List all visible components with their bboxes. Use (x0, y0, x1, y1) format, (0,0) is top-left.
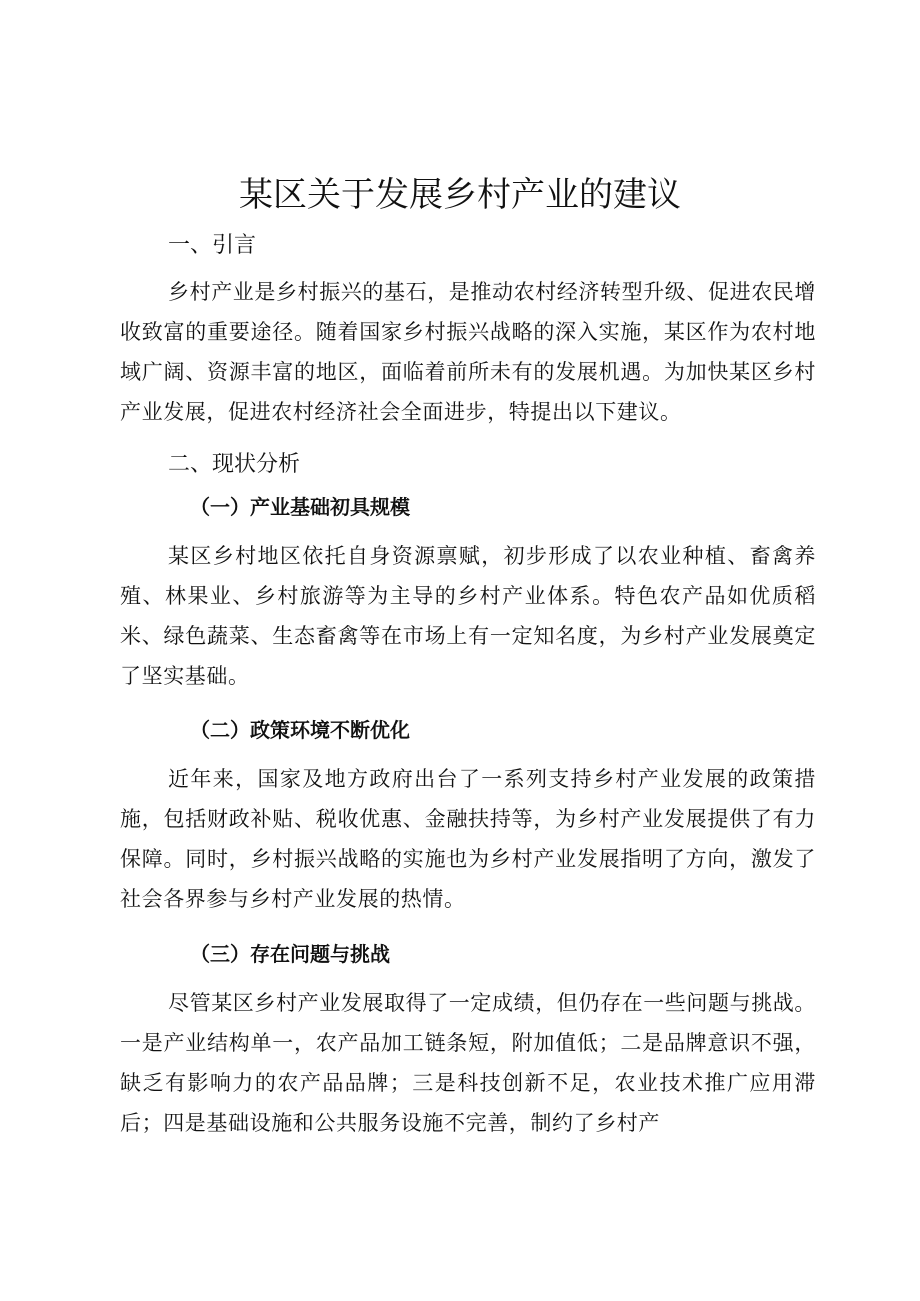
section-heading-introduction: 一、引言 (168, 233, 257, 258)
subsection-heading-problems-challenges: （三）存在问题与挑战 (190, 942, 390, 966)
subsection-heading-industry-foundation: （一）产业基础初具规模 (190, 495, 410, 519)
paragraph-introduction: 乡村产业是乡村振兴的基石，是推动农村经济转型升级、促进农民增收致富的重要途径。随着国家乡村振兴战略的深入实施，某区作为农村地域广阔、资源丰富的地区，面临着前所未有的发展机遇。为加快某区乡村产业发展，促进农村经济社会全面进步，特提出以下建议。 (120, 280, 816, 424)
paragraph-problems-challenges: 尽管某区乡村产业发展取得了一定成绩，但仍存在一些问题与挑战。一是产业结构单一，农产品加工链条短，附加值低；二是品牌意识不强，缺乏有影响力的农产品品牌；三是科技创新不足，农业技术推广应用滞后；四是基础设施和公共服务设施不完善，制约了乡村产 (120, 991, 816, 1135)
document-title: 某区关于发展乡村产业的建议 (239, 175, 681, 215)
subsection-heading-policy-environment: （二）政策环境不断优化 (190, 718, 410, 742)
section-heading-status-analysis: 二、现状分析 (168, 452, 301, 477)
paragraph-industry-foundation: 某区乡村地区依托自身资源禀赋，初步形成了以农业种植、畜禽养殖、林果业、乡村旅游等为主导的乡村产业体系。特色农产品如优质稻米、绿色蔬菜、生态畜禽等在市场上有一定知名度，为乡村产业发展奠定了坚实基础。 (120, 544, 816, 688)
paragraph-policy-environment: 近年来，国家及地方政府出台了一系列支持乡村产业发展的政策措施，包括财政补贴、税收优惠、金融扶持等，为乡村产业发展提供了有力保障。同时，乡村振兴战略的实施也为乡村产业发展指明了方向，激发了社会各界参与乡村产业发展的热情。 (120, 767, 816, 911)
